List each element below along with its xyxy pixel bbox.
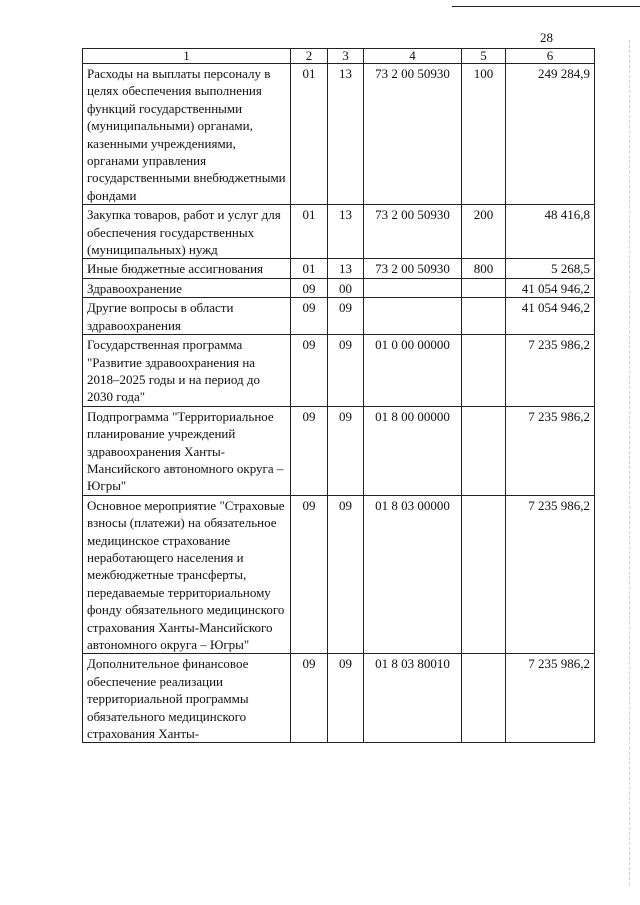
table-row [83,495,595,654]
column-header-expense-type: 5 [462,49,506,64]
row-expense-type: 200 [462,205,506,259]
table-header-row [83,49,595,64]
row-section: 09 [291,406,328,495]
row-amount: 249 284,9 [506,64,595,205]
column-header-section: 2 [291,49,328,64]
row-section: 09 [291,278,328,297]
row-amount: 41 054 946,2 [506,298,595,335]
table-row [83,335,595,407]
row-target-item [364,278,462,297]
row-subsection: 09 [328,406,364,495]
row-name: Дополнительное финансовое обеспечение реализации территориальной программы обязательного медицинского страхования Ханты- [83,654,291,743]
row-target-item: 01 8 03 80010 [364,654,462,743]
row-amount: 48 416,8 [506,205,595,259]
row-expense-type [462,298,506,335]
row-target-item: 73 2 00 50930 [364,64,462,205]
row-amount: 41 054 946,2 [506,278,595,297]
row-section: 01 [291,259,328,278]
row-target-item [364,298,462,335]
row-section: 01 [291,64,328,205]
row-name: Закупка товаров, работ и услуг для обеспечения государственных (муниципальных) нужд [83,205,291,259]
row-section: 09 [291,298,328,335]
row-name: Иные бюджетные ассигнования [83,259,291,278]
column-header-subsection: 3 [328,49,364,64]
row-expense-type [462,406,506,495]
row-expense-type: 800 [462,259,506,278]
row-target-item: 01 0 00 00000 [364,335,462,407]
column-header-name: 1 [83,49,291,64]
page-number: 28 [540,30,553,45]
table-row [83,205,595,259]
row-subsection: 00 [328,278,364,297]
table-row [83,298,595,335]
table-row [83,64,595,205]
row-amount: 7 235 986,2 [506,495,595,654]
row-expense-type [462,495,506,654]
row-subsection: 09 [328,335,364,407]
row-expense-type [462,654,506,743]
row-section: 09 [291,654,328,743]
row-expense-type [462,278,506,297]
row-name: Подпрограмма "Территориальное планирование учреждений здравоохранения Ханты-Мансийского автономного округа – Югры" [83,406,291,495]
row-target-item: 01 8 00 00000 [364,406,462,495]
row-subsection: 13 [328,259,364,278]
row-target-item: 73 2 00 50930 [364,259,462,278]
row-name: Расходы на выплаты персоналу в целях обеспечения выполнения функций государственными (муниципальными) органами, казенными учреждениями, органами управления государственными внебюджетными фондами [83,64,291,205]
header-rule [452,6,640,7]
row-subsection: 09 [328,298,364,335]
row-amount: 7 235 986,2 [506,654,595,743]
row-subsection: 09 [328,654,364,743]
row-section: 09 [291,495,328,654]
row-target-item: 01 8 03 00000 [364,495,462,654]
row-name: Здравоохранение [83,278,291,297]
row-target-item: 73 2 00 50930 [364,205,462,259]
row-subsection: 09 [328,495,364,654]
row-expense-type: 100 [462,64,506,205]
row-amount: 7 235 986,2 [506,335,595,407]
table-row [83,278,595,297]
table-row [83,259,595,278]
row-subsection: 13 [328,205,364,259]
row-name: Другие вопросы в области здравоохранения [83,298,291,335]
column-header-target-item: 4 [364,49,462,64]
row-section: 01 [291,205,328,259]
row-section: 09 [291,335,328,407]
row-amount: 7 235 986,2 [506,406,595,495]
row-subsection: 13 [328,64,364,205]
budget-table [82,48,595,743]
column-header-amount: 6 [506,49,595,64]
row-expense-type [462,335,506,407]
row-name: Государственная программа "Развитие здравоохранения на 2018–2025 годы и на период до 2030 года" [83,335,291,407]
table-row [83,654,595,743]
scan-edge-mark [629,40,630,885]
table-row [83,406,595,495]
row-amount: 5 268,5 [506,259,595,278]
row-name: Основное мероприятие "Страховые взносы (платежи) на обязательное медицинское страхование неработающего населения и межбюджетные трансферты, передаваемые территориальному фонду обязательного медицинского страхования Ханты-Мансийского автономного округа – Югры" [83,495,291,654]
